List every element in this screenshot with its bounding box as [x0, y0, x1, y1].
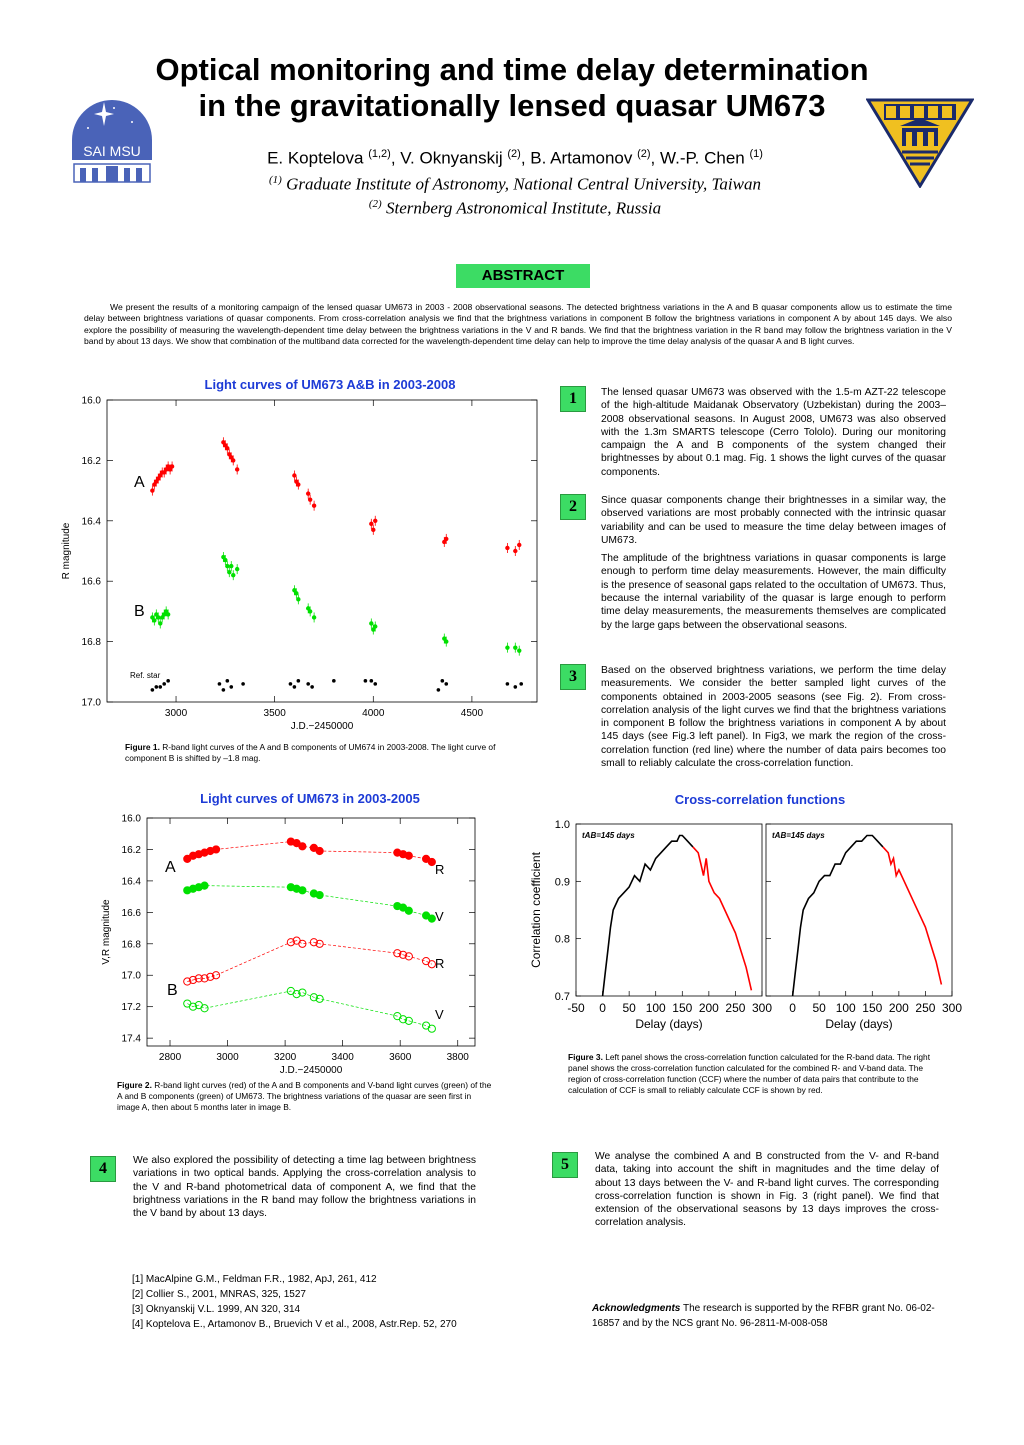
y-tick-label: 16.4 [121, 876, 141, 888]
band-label: V [435, 1007, 444, 1022]
data-point [229, 564, 233, 568]
data-point [316, 847, 323, 854]
data-point [218, 682, 222, 686]
affiliation-text: Graduate Institute of Astronomy, National Central University, Taiwan [286, 174, 761, 194]
fig3-caption-text: Left panel shows the cross-correlation function calculated for the R-band data. The right panel shows the cross-correlation function calculated for the combined R- and V-band data. The region of cross-correlation function (CCF) where the number of data pairs that contribute to the calculation of CCF is small to reliably calculate CCF is shown by red. [568, 1052, 931, 1095]
reference-item: [3] Oknyanskij V.L. 1999, AN 320, 314 [132, 1304, 301, 1315]
data-point [294, 591, 298, 595]
paragraph: We also explored the possibility of detecting a time lag between brightness variations in two optical bands. Applying the cross-correlation analysis to the V and R-band photometrical data of component A, we find that the brightness variations in the R band may follow the brightness variations in the V band by about 13 days. [133, 1155, 476, 1220]
data-point [444, 639, 448, 643]
y-tick-label: 16.0 [81, 395, 101, 407]
band-label: R [435, 956, 445, 971]
y-axis-label: R magnitude [61, 522, 72, 580]
data-point [444, 682, 448, 686]
section-number-1: 1 [560, 386, 586, 412]
data-point [370, 679, 374, 683]
logo-text: SAI MSU [83, 143, 141, 159]
data-point [158, 621, 162, 625]
data-point [428, 1025, 435, 1032]
section-3-text [601, 664, 946, 770]
data-point [231, 573, 235, 577]
affiliation-1 [170, 174, 860, 195]
x-tick-label: 50 [812, 1001, 826, 1015]
reference-item: [4] Koptelova E., Artamonov B., Bruevich V et al., 2008, Astr.Rep. 52, 270 [132, 1319, 457, 1330]
author: E. Koptelova [267, 148, 364, 168]
data-point [312, 504, 316, 508]
x-tick-label: 3000 [216, 1052, 239, 1063]
x-tick-label: 0 [789, 1001, 796, 1015]
data-point [158, 685, 162, 689]
data-point [223, 558, 227, 562]
paragraph: We analyse the combined A and B constructed from the V- and R-band data, taking into account the shift in magnitudes and the time delay of about 13 days between the V- and R-band light curves. The corresponding cross-correlation function is shown in Fig. 3 (right panel). We find that extension of the observational seasons by 13 days improves the cross-correlation analysis. [595, 1151, 939, 1229]
section-2-text [601, 494, 946, 632]
y-tick-label: 16.0 [121, 813, 141, 825]
data-point [306, 682, 310, 686]
x-axis-label: J.D.−2450000 [290, 721, 354, 732]
fig2-chart [95, 806, 485, 1076]
y-tick-label: 16.8 [81, 637, 101, 649]
x-tick-label: 3600 [389, 1052, 412, 1063]
data-point [405, 907, 412, 914]
paragraph: The amplitude of the brightness variations in quasar components is large enough to perform time delay measurements. However, the main difficulty is the presence of seasonal gaps related to the occultation of UM673. Thus, because the internal variability of the quasar is large enough to perform time delay measurements, the measurements themselves are complicated by the large gaps between the observational seasons. [601, 553, 946, 631]
data-point [513, 645, 517, 649]
section-4-text [133, 1154, 476, 1220]
abstract-text: We present the results of a monitoring campaign of the lensed quasar UM673 in 2003 - 2008 observational seasons. The detected brightness variations in the A and B quasar components allow us to estimate the time delay between brightness variations of quasar components. From cross-correlation analysis we find that the brightness variations in component B follow the brightness variations in component A by about 145 days. We also explore the possibility of measuring the wavelength-dependent time delay between the brightness variations in the V and R bands. We find that the brightness variation in the R band may follow the brightness variation in the V band by about 13 days. We show that combination of the multiband data corrected for the wavelength-dependent time delay can help to improve the time delay analysis of the quasar A and B light curves. [84, 302, 952, 346]
data-point [231, 458, 235, 462]
fig1-caption [125, 742, 530, 764]
fig2-caption [117, 1080, 493, 1113]
x-tick-label: 150 [672, 1001, 693, 1015]
data-point [371, 528, 375, 532]
y-tick-label: 16.2 [81, 455, 101, 467]
data-point [235, 467, 239, 471]
x-tick-label: 150 [862, 1001, 883, 1015]
x-tick-label: 3200 [273, 1052, 297, 1063]
data-point [156, 615, 160, 619]
author: V. Oknyanskij [400, 148, 503, 168]
fig2-caption-text: R-band light curves (red) of the A and B components and V-band light curves (green) of the A and B components (green) of UM673. The brightness variations of the quasar are seen first in image A, then about 5 months later in image B. [117, 1080, 492, 1112]
data-point [212, 846, 219, 853]
band-label: V [435, 909, 444, 924]
data-point [316, 891, 323, 898]
author: B. Artamonov [530, 148, 633, 168]
data-point [373, 519, 377, 523]
data-point [310, 685, 314, 689]
fig1-chart [55, 388, 545, 738]
y-tick-label: 17.4 [121, 1033, 141, 1045]
x-axis-label: J.D.−2450000 [279, 1065, 343, 1076]
series-label-B: B [134, 603, 145, 620]
x-tick-label: 3800 [446, 1052, 469, 1063]
data-point [155, 685, 159, 689]
data-point [225, 446, 229, 450]
data-point [166, 612, 170, 616]
x-tick-label: 50 [622, 1001, 636, 1015]
data-point [437, 688, 441, 692]
y-tick-label: 16.2 [121, 844, 141, 856]
acknowledgments [592, 1301, 952, 1331]
data-point [444, 537, 448, 541]
data-point [162, 682, 166, 686]
data-point [505, 645, 509, 649]
x-tick-label: 2800 [158, 1052, 182, 1063]
data-point [201, 1005, 208, 1012]
y-axis-label: Correlation coefficient [529, 852, 543, 968]
data-point [306, 491, 310, 495]
data-point [308, 609, 312, 613]
data-point [373, 624, 377, 628]
data-point [514, 685, 518, 689]
section-number-2: 2 [560, 494, 586, 520]
fig3-chart [520, 812, 970, 1044]
author-affiliation: (2) [507, 148, 521, 160]
x-tick-label: 4500 [460, 708, 484, 719]
data-point [332, 679, 336, 683]
data-point [201, 882, 208, 889]
acknowledgments-label: Acknowledgments [592, 1303, 681, 1314]
ccf-line [693, 847, 752, 990]
section-number-5: 5 [552, 1152, 578, 1178]
data-point [225, 564, 229, 568]
references [132, 1272, 482, 1332]
x-tick-label: 0 [599, 1001, 606, 1015]
x-tick-label: 3000 [164, 708, 188, 719]
data-point [441, 679, 445, 683]
acknowledgments-text: The research is supported by the RFBR grant No. 06-02-16857 and by the NCS grant No. 96-2811-M-008-058 [592, 1303, 935, 1329]
trend-curve [187, 991, 431, 1029]
data-point [293, 685, 297, 689]
data-point [150, 488, 154, 492]
data-point [227, 570, 231, 574]
trend-curve [187, 886, 431, 919]
y-tick-label: 17.0 [81, 697, 101, 709]
author-affiliation: (2) [637, 148, 651, 160]
y-tick-label: 1.0 [554, 819, 570, 831]
data-point [373, 682, 377, 686]
section-number-3: 3 [560, 664, 586, 690]
ccf-line [793, 836, 883, 997]
section-number-4: 4 [90, 1156, 116, 1182]
series-label-B: B [167, 982, 178, 999]
data-point [299, 887, 306, 894]
delay-annotation: tAB=145 days [582, 831, 635, 840]
poster-title [0, 52, 1024, 124]
data-point [229, 685, 233, 689]
author-separator: , [520, 148, 531, 168]
title-line-2: in the gravitationally lensed quasar UM673 [198, 88, 826, 123]
fig3-caption-label: Figure 3. [568, 1052, 603, 1062]
author-separator: , [390, 148, 401, 168]
affiliation-text: Sternberg Astronomical Institute, Russia [385, 198, 662, 218]
fig2-caption-label: Figure 2. [117, 1080, 152, 1090]
fig3-title: Cross-correlation functions [674, 792, 846, 807]
ccf-line [883, 847, 942, 985]
data-point [364, 679, 368, 683]
x-tick-label: 250 [725, 1001, 746, 1015]
y-tick-label: 17.0 [121, 970, 141, 982]
data-point [308, 497, 312, 501]
data-point [292, 473, 296, 477]
data-point [170, 464, 174, 468]
x-tick-label: 3400 [331, 1052, 354, 1063]
y-tick-label: 0.8 [554, 933, 570, 946]
data-point [369, 621, 373, 625]
x-tick-label: 250 [915, 1001, 936, 1015]
author-affiliation: (1,2) [368, 148, 391, 160]
y-tick-label: 0.7 [554, 991, 570, 1003]
fig3-caption [568, 1052, 948, 1096]
y-axis-label: V,R magnitude [101, 899, 112, 965]
y-tick-label: 17.2 [121, 1002, 141, 1014]
series-label-A: A [134, 474, 145, 491]
x-tick-label: 200 [698, 1001, 719, 1015]
x-tick-label: 3500 [263, 708, 286, 719]
y-tick-label: 16.4 [81, 516, 101, 528]
plot-frame [766, 824, 952, 996]
reference-item: [1] MacAlpine G.M., Feldman F.R., 1982, ApJ, 261, 412 [132, 1274, 377, 1285]
x-tick-label: 300 [751, 1001, 773, 1015]
ref-star-label: Ref. star [130, 671, 161, 680]
x-tick-label: 100 [835, 1001, 856, 1015]
y-tick-label: 16.6 [81, 576, 101, 588]
data-point [222, 688, 226, 692]
data-point [241, 682, 245, 686]
series-label-A: A [165, 859, 176, 876]
data-point [151, 688, 155, 692]
data-point [296, 597, 300, 601]
fig2-title: Light curves of UM673 in 2003-2005 [200, 791, 420, 806]
delay-annotation: tAB=145 days [772, 831, 825, 840]
data-point [166, 679, 170, 683]
trend-curve [187, 941, 431, 982]
fig1-caption-text: R-band light curves of the A and B components of UM674 in 2003-2008. The light curve of component B is shifted by –1.8 mag. [125, 742, 496, 763]
data-point [517, 543, 521, 547]
fig1-title: Light curves of UM673 A&B in 2003-2008 [204, 377, 456, 392]
reference-item: [2] Collier S., 2001, MNRAS, 325, 1527 [132, 1289, 306, 1300]
affiliation-2 [170, 198, 860, 219]
paragraph: Based on the observed brightness variations, we perform the time delay measurements. We consider the better sampled light curves of the components obtained in 2003-2005 seasons (see Fig. 2). From cross-correlation analysis of the light curves we find that the brightness variations in component B follow the brightness variations in component A by about 145 days (see Fig.3 left panel). In Fig3, we mark the region of the cross-correlation function (red line) where the number of data pairs becomes too small to reliably calculate the cross-correlation function. [601, 665, 946, 770]
x-tick-label: 200 [888, 1001, 909, 1015]
x-tick-label: -50 [567, 1001, 585, 1015]
y-tick-label: 16.8 [121, 939, 141, 951]
author-separator: , [650, 148, 660, 168]
y-tick-label: 0.9 [554, 876, 570, 889]
data-point [513, 549, 517, 553]
data-point [152, 618, 156, 622]
data-point [505, 546, 509, 550]
data-point [297, 679, 301, 683]
fig1-caption-label: Figure 1. [125, 742, 160, 752]
data-point [296, 482, 300, 486]
section-1-text [601, 386, 946, 479]
data-point [299, 843, 306, 850]
band-label: R [435, 862, 445, 877]
y-tick-label: 16.6 [121, 907, 141, 919]
data-point [312, 615, 316, 619]
affiliation-mark: (1) [269, 174, 282, 186]
x-axis-label: Delay (days) [825, 1017, 893, 1031]
x-tick-label: 4000 [362, 708, 385, 719]
data-point [506, 682, 510, 686]
plot-frame [107, 400, 537, 702]
data-point [517, 648, 521, 652]
data-point [369, 522, 373, 526]
data-point [289, 682, 293, 686]
plot-frame [576, 824, 762, 996]
author-affiliation: (1) [749, 148, 763, 160]
section-5-text [595, 1150, 939, 1230]
x-tick-label: 100 [645, 1001, 666, 1015]
x-tick-label: 300 [941, 1001, 963, 1015]
abstract-label: ABSTRACT [456, 264, 590, 288]
paragraph: Since quasar components change their brightnesses in a similar way, the observed variations are most probably connected with the intrinsic quasar variability and can be used to measure the time delay between images of UM673. [601, 495, 946, 546]
ccf-line [603, 836, 693, 997]
data-point [226, 679, 230, 683]
paragraph: The lensed quasar UM673 was observed with the 1.5-m AZT-22 telescope of the high-altitude Maidanak Observatory (Uzbekistan) during the 2003–2008 observational seasons. In August 2008, UM673 was also observed with the 1.3m SMARTS telescope (Cerro Tololo). During our monitoring campaign the A and B components of the system changed their brightnesses by about 0.1 mag. Fig. 1 shows the light curves of the quasar components. [601, 387, 946, 478]
data-point [519, 682, 523, 686]
authors [170, 148, 860, 169]
affiliation-mark: (2) [368, 198, 382, 210]
title-line-1: Optical monitoring and time delay determination [155, 52, 869, 87]
x-axis-label: Delay (days) [635, 1017, 703, 1031]
data-point [235, 567, 239, 571]
data-point [405, 852, 412, 859]
author: W.-P. Chen [660, 148, 745, 168]
